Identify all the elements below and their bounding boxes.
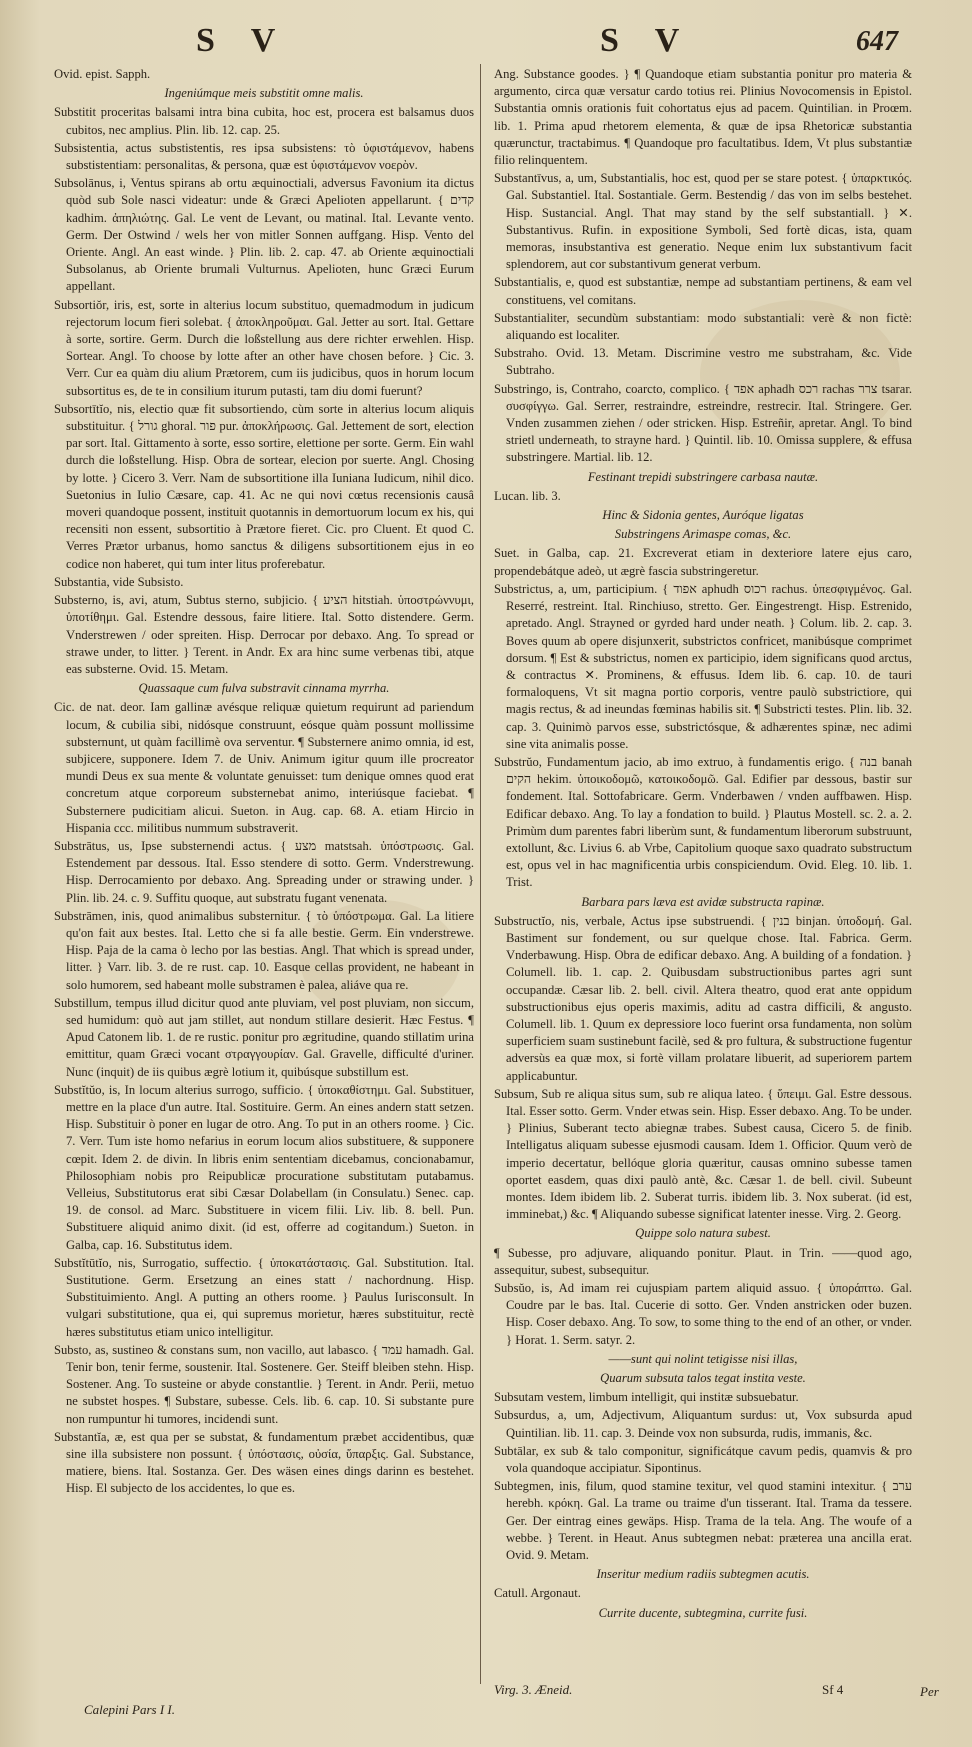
dictionary-entry: Subsurdus, a, um, Adjectivum, Aliquantum surdus: ut, Vox subsurda apud Quintilian. lib. 11. cap. 3. Deinde vox non subsurda, rudis, immanis, &c. [494,1408,912,1440]
dictionary-entry: Subsŭo, is, Ad imam rei cujuspiam partem aliquid assuo. { ὑποράπτω. Gal. Coudre par le bas. Ital. Cucerie di sotto. Ger. Vnden anstricken oder buzen. Hisp. Coser debaxo. Ang. To sow, to some thing to the end of an other, or vnder. } Horat. 1. Serm. satyr. 2. [494,1281,912,1347]
running-head-left: S V [196,22,290,59]
dictionary-entry: Lucan. lib. 3. [494,488,561,503]
dictionary-entry: Subsistentia, actus substistentis, res ipsa subsistens: τὸ ὑφιστάμενον, habens substistentiam: personalitas, & persona, quæ est ὑφιστάμενον νοερὸν. [54,140,474,173]
dictionary-entry: ¶ Subesse, pro adjuvare, aliquando ponitur. Plaut. in Trin. ——quod ago, assequitur, subest, subsequitur. [494,1245,912,1277]
quotation-line: Quippe solo natura subest. [635,1226,771,1241]
sheet-mark: Sf 4 [822,1682,844,1697]
dictionary-entry: Substraho. Ovid. 13. Metam. Discrimine vestro me substraham, &c. Vide Subtraho. [494,346,912,378]
quotation-line: Ingeniúmque meis substitit omne malis. [164,86,364,101]
dictionary-entry: Substrāmen, inis, quod animalibus substernitur. { τὸ ὑπόστρωμα. Gal. La litiere qu'on fait aux bestes. Ital. Letto che si fa alle bestie. Germ. Ein vnderstrewe. Hisp. Paja de la cama ò lecho por las bestias. Angl. That which is spread under, litter. } Varr. lib. 3. de re rust. cap. 10. Easque cellas provident, ne habeant in solo humorem, sed habeant molle substramen è palea, aliáve qua re. [54,908,474,992]
dictionary-entry: Subtegmen, inis, filum, quod stamine texitur, vel quod stamini intexitur. { ערב herebh. κρόκη. Gal. La trame ou traime d'un tisserant. Ital. Trama da tessere. Ger. Der eintrag eines gewäps. Hisp. Trama de la tela. Ang. The woufe of a webbe. } Terent. in Heaut. Anus subtegmen nebat: præterea una ancilla erat. Ovid. 9. Metam. [494,1479,912,1563]
dictionary-entry: Substĭtūtĭo, nis, Surrogatio, suffectio. { ὑποκατάστασις. Gal. Substitution. Ital. Sustitutione. Germ. Ersetzung an eines statt / nachordnung. Hisp. Substituimiento. Angl. A putting an others roome. } Paulus Iurisconsult. In vulgari substitutione, qua ei, qui supremus morietur, hæres substituitur, rectè hæres substitutus etiam unico intelligitur. [54,1255,474,1339]
dictionary-entry: Substringo, is, Contraho, coarcto, complico. { אפד aphadh רכס rachas צרר tsarar. συσφίγγω. Gal. Serrer, restraindre, estreindre, restrecir. Ital. Stringere. Ger. Vnden zusammen ziehen / oder stricken. Hisp. Estreñir, apretar. Angl. To bind strietl underneath, to strayne hard. } Quintil. lib. 10. Omissa supplere, & effusa substringere. Martial. lib. 12. [494,381,912,465]
dictionary-entry: Ovid. epist. Sapph. [54,67,151,81]
quotation-line: Festinant trepidi substringere carbasa nautæ. [587,469,819,484]
quotation-line: Barbara pars læva est avidæ substructa rapinæ. [581,894,825,909]
dictionary-entry: Subsum, Sub re aliqua situs sum, sub re aliqua lateo. { ὕπειμι. Gal. Estre dessous. Ital. Esser sotto. Germ. Vnder etwas sein. Hisp. Esser debaxo. Ang. To be under. } Plinius, Suberant tecto abiegnæ trabes. Subest causa, Cicero 5. de finib. Intelligatus aliquam subesse ejusmodi causam. Idem 1. Officior. Quum verò de imperio decertatur, bellóque gloria quæritur, causas omnino subesse tamen oportet easdem, quas dixi paulò antè, &c. Cæsar 1. de bell. civil. Subeunt montes. Idem ibidem lib. 2. Suberat turris. ibidem lib. 3. Nox suberat. (id est, imminebat,) &c. ¶ Aliquando subesse significat latenter inesse. Virg. 2. Georg. [494,1086,912,1222]
footer-reference: Virg. 3. Æneid. [494,1682,573,1697]
dictionary-entry: Substantīvus, a, um, Substantialis, hoc est, quod per se stare potest. { ὑπαρκτικός. Gal. Substantiel. Ital. Sostantiale. Germ. Bestendig / das von im selbs bestehet. Hisp. Sustancial. Angl. That may stand by the self substantiall. } ✕. Substantivus. Rufin. in expositione Symboli, Sed fortè dicas, ista, quam memoras, insubstantiva est generatio. Neque enim lux substantivum facit splendorem, aut cor substantivum generat verbum. [494,171,912,272]
dictionary-entry: Catull. Argonaut. [494,1586,581,1601]
dictionary-entry: Subsutam vestem, limbum intelligit, qui institæ subsuebatur. [494,1390,799,1405]
dictionary-entry: Substillum, tempus illud dicitur quod ante pluviam, vel post pluviam, non siccum, sed humidum: quò aut jam stillet, aut nondum stillare desierit. Hæc Festus. ¶ Apud Catonem lib. 1. de re rustic. ponitur pro ægritudine, quando stillatim urina emittitur, quam Græci vocant στραγγουρίαν. Gal. Gravelle, difficulté d'uriner. Nunc (inquit) de iis quibus ægrè lotium it, quibúsque substillum est. [54,995,474,1079]
quotation-line: Quarum subsuta talos tegat instita veste. [600,1371,806,1386]
right-column [494,66,912,1676]
quotation-line: ——sunt qui nolint tetigisse nisi illas, [608,1351,798,1366]
dictionary-entry: Ang. Substance goodes. } ¶ Quandoque etiam substantia ponitur pro materia & argumento, circa quæ versatur cardo totius rei. Plinius Novocomensis in Epistol. Substantia omnis orationis fuit cohortatus ejus ad pacem. Quintilian. in Proœm. lib. 1. Prima apud rhetorem elementa, & quæ de ipsa Rhetoricæ substantia quærunctur, tractabimus. ¶ Quandoque pro facultatibus. Idem, Vt plus substantiæ filio relinquentem. [494,67,912,168]
quotation-line: Substringens Arimaspe comas, &c. [614,527,792,542]
column-divider [480,64,481,1684]
dictionary-entry: Substrātus, us, Ipse substernendi actus. { מצע matstsah. ὑπόστρωσις. Gal. Estendement par dessous. Ital. Esso stendere di sotto. Germ. Vnderstrewung. Hisp. Derrocamiento por debaxo. Ang. Spreading under or strawing under. } Plin. lib. 24. c. 9. Suffitu quoque, aut substratu fugant venenata. [54,838,474,905]
catchword: Per [920,1684,939,1699]
dictionary-entry: Substructĭo, nis, verbale, Actus ipse substruendi. { בנין binjan. ὑποδομή. Gal. Bastiment sur fondement, ou sur quelque chose. Ital. Fabrica. Germ. Vnderbawung. Hisp. Obra de edificar debaxo. Ang. A building of a fondation. } Columell. lib. 1. cap. 2. Quibusdam substructionibus partes agri sunt occupandæ. Cæsar lib. 2. bell. civil. Altera theatro, quod erat ante oppidum substructionibus ejus operis maximis, aditu ad castra difficili, & angusto. Columell. lib. 1. Quum ex depressiore loco fuerint orsa fundamenta, non solùm superficiem suam sustinebunt facilè, sed & pro fultura, & substructione fugentur adversùs ea quæ mox, si fortè villam prolatare libuerit, ad superiorem partem applicabuntur. [494,913,912,1083]
left-column [54,66,474,1676]
running-head-right: S V [600,22,694,59]
dictionary-entry: Substrictus, a, um, participium. { אפוד aphudh רכוס rachus. ὑπεσφιγμένος. Gal. Reserré, restreint. Ital. Rinchiuso, stretto. Ger. Eingestrengt. Hisp. Estrenido, apretado. Angl. Strayned or gyrded hard under neath. } Colum. lib. 2. cap. 3. Boves quum ab opere disjunxerit, substrictos confricet, manibúsque comprimet dorsum. ¶ Est & substrictus, nomen ex participio, idem significans quod arctus, & contractus ✕. Prominens, & effusus. Idem lib. 6. cap. 10. de tauri formaloquens, Vt sit magna portio corporis, ventre paulò substrictiore, qui magis rectus, & ad ineundas fœminas habilis sit. ¶ Substricti testes. Plin. lib. 32. cap. 3. Quinimò parvos esse, substrictósque, & adhærentes spinæ, nec adimi sine vita animalis posse. [494,581,912,751]
dictionary-entry: Substo, as, sustineo & constans sum, non vacillo, aut labasco. { עמד hamadh. Gal. Tenir bon, tenir ferme, soustenir. Ital. Sostenere. Ger. Steiff bleiben stehn. Hisp. Sostener. Ang. To susteine or abyde constantlie. } Terent. in Andr. Perii, metuo ne substet hospes. ¶ Substare, subesse. Cels. lib. 6. cap. 10. Si substante pure non rumpuntur hi tumores, incidendi sunt. [54,1342,474,1426]
footer-signature: Calepini Pars I I. [84,1702,175,1717]
dictionary-entry: Suet. in Galba, cap. 21. Excreverat etiam in dexteriore latere ejus caro, propendebátque adeò, ut ægrè fascia substringeretur. [494,546,912,578]
dictionary-entry: Substantialiter, secundùm substantiam: modo substantiali: verè & non fictè: aliquando est localiter. [494,310,912,343]
page-header [0,22,972,62]
dictionary-entry: Subsolānus, i, Ventus spirans ab ortu æquinoctiali, adversus Favonium ita dictus quòd sub Sole nasci videatur: unde & Græci Apelioten appellarunt. { קדים kadhim. ἀπηλιώτης. Gal. Le vent de Levant, ou matinal. Ital. Levante vento. Germ. Der Ostwind / wels her von mitler Sonnen auffgang. Hisp. Vento del Oriente. Angl. An east winde. } Plin. lib. 2. cap. 47. ab Oriente æquinoctiali Subsolanus, ab Oriente brumali Vulturnus. Apelioten, hunc Græci Eurum appellant. [54,176,474,294]
dictionary-entry: Substitit proceritas balsami intra bina cubita, hoc est, procera est balsamus duos cubitos, nec amplius. Plin. lib. 12. cap. 25. [54,105,474,137]
quotation-line: Quassaque cum fulva substravit cinnama myrrha. [138,681,390,696]
dictionary-entry: Substantialis, e, quod est substantiæ, nempe ad substantiam pertinens, & eam vel constituens, vel comitans. [494,275,912,307]
quotation-line: Inseritur medium radiis subtegmen acutis. [596,1567,810,1582]
dictionary-entry: Substrŭo, Fundamentum jacio, ab imo extruo, à fundamentis erigo. { בנה banah הקים hekim. ὑποικοδομῶ, κατοικοδομῶ. Gal. Edifier par dessous, bastir sur fondement. Ital. Sottofabricare. Germ. Vnderbawen / vnden auffbawen. Hisp. Edificar debaxo. Ang. To lay a fondation to build. } Plautus Mostell. sc. 2. a. 2. Primùm dum parentes fabri liberùm sunt, & fundamentum liberorum substruunt, extollunt, &c. Livius 6. ab Vrbe, Capitolium quoque saxo quadrato substructum est, opus vel in hac magnificentia urbis conspiciendum. Ovid. Eleg. 10. lib. 1. Trist. [494,754,912,890]
dictionary-entry: Subsortītĭo, nis, electio quæ fit subsortiendo, cùm sorte in alterius locum aliquis substituitur. { גורל ghoral. פור pur. ἀποκλήρωσις. Gal. Jettement de sort, election par sort. Ital. Gittamento à sorte, esso sortire, elettione per sorte. Germ. Ein wahl durch die loßstellung. Hisp. Obra de sortear, elecion por suerte. Angl. Chosing by lotte. } Cicero 3. Verr. Nam de subsortitione illa Iuniana Iudicum, nihil dico. Suetonius in Iulio Cæsare, cap. 41. Ac ne qui novi cœtus recensionis causâ moveri quandoque possent, instituit quotannis in demortuorum locum ex his, qui recensiti non essent, subsortitio à Prætore fieret. Cic. pro Cluent. Et quod C. Verres Prætor urbanus, homo sanctus & diligens subsortitionem ejus in eo codice non haberet, qui tum inter litus proferebatur. [54,401,474,571]
dictionary-entry: Subsortiŏr, iris, est, sorte in alterius locum substituo, quemadmodum in judicum rejectorum locum fieri solebat. { ἀποκληροῦμαι. Gal. Jetter au sort. Ital. Gettare à sorte, sortire. Germ. Durch die loßstellung aus dere richter erwehlen. Hisp. Sortear. Angl. To choose by lotte after an other have chosen before. } Cic. 3. Verr. Cur ea quàm diu alium Prætorem, cum iis judicibus, quos in horum locum subsortitus es, de te in consilium iturum putasti, tam diu domi fuerunt? [54,297,474,398]
dictionary-entry: Substĭtŭo, is, In locum alterius surrogo, sufficio. { ὑποκαθίστημι. Gal. Substituer, mettre en la place d'un autre. Ital. Sostituire. Germ. An eines andern statt setzen. Hisp. Substituir ò poner en lugar de otro. Ang. To put in an others roome. } Cic. 7. Verr. Tum iste homo nefarius in eorum locum alios substituere, & supponere cœpit. Idem 2. de divin. In libris enim sententiam dicebamus, concionabamur, Philosophiam nobis pro Reipublicæ procuratione substitutam putabamus. Velleius, Substitutorus erat sibi Cæsar Dolabellam (in Consulatu.) Senec. cap. 19. de consol. ad Marc. Substituere in vicem filii. Liv. lib. 8. bell. Pun. Substituere aliquid animo dixit. (id est, offerre ad cogitandum.) Sueton. in Galba, cap. 16. Substitutus idem. [54,1082,474,1252]
dictionary-entry: Subtālar, ex sub & talo componitur, significátque cavum pedis, quamvis & pro vola quandoque accipiatur. Sipontinus. [494,1443,912,1476]
page-number: 647 [856,26,898,57]
page-footer [0,1680,972,1730]
dictionary-entry: Substerno, is, avi, atum, Subtus sterno, subjicio. { הציע hitstiah. ὑποστρώννυμι, ὑποτίθημι. Gal. Estendre dessous, faire litiere. Ital. Sotto distendere. Germ. Vnderstrewen / oder spreiten. Hisp. Derrocar por debaxo. Ang. To spread or strawe under, to litter. } Terent. in Andr. Ex ara hinc sume verbenas tibi, atque eas substerne. Ovid. 15. Metam. [54,593,474,676]
dictionary-entry: Substantia, vide Subsisto. [54,574,184,589]
dictionary-entry: Cic. de nat. deor. Iam gallinæ avésque reliquæ quietum requirunt ad pariendum locum, & cubilia sibi, nidósque construunt, eósque quàm possunt mollissime substernunt, ut quàm facillimè ova serventur. ¶ Substernere animo omnia, id est, subjicere, supponere. Idem 7. de Univ. Animum igitur quum ille procreator mundi Deus ex sua mente & voluntate genuisset: tum denique omnes quod erat concretum atque corporeum substernebat animo, interiúsque faciebat. ¶ Substernere pudicitiam alicui. Sueton. in Aug. cap. 68. A. etiam Hircio in Hispania ccc. militibus nummum substraverit. [54,700,474,835]
quotation-line: Hinc & Sidonia gentes, Auróque ligatas [602,508,804,523]
quotation-line: Currite ducente, subtegmina, currite fusi. [598,1605,808,1620]
dictionary-entry: Substantĭa, æ, est qua per se substat, & fundamentum præbet accidentibus, quæ sine illa subsistere non possunt. { ὑπόστασις, οὐσία, ὕπαρξις. Gal. Substance, matiere, biens. Ital. Sostanza. Ger. Des wäsen eines dings darinn es bestehet. Hisp. El subjecto de los accidentes, lo que es. [54,1429,474,1496]
